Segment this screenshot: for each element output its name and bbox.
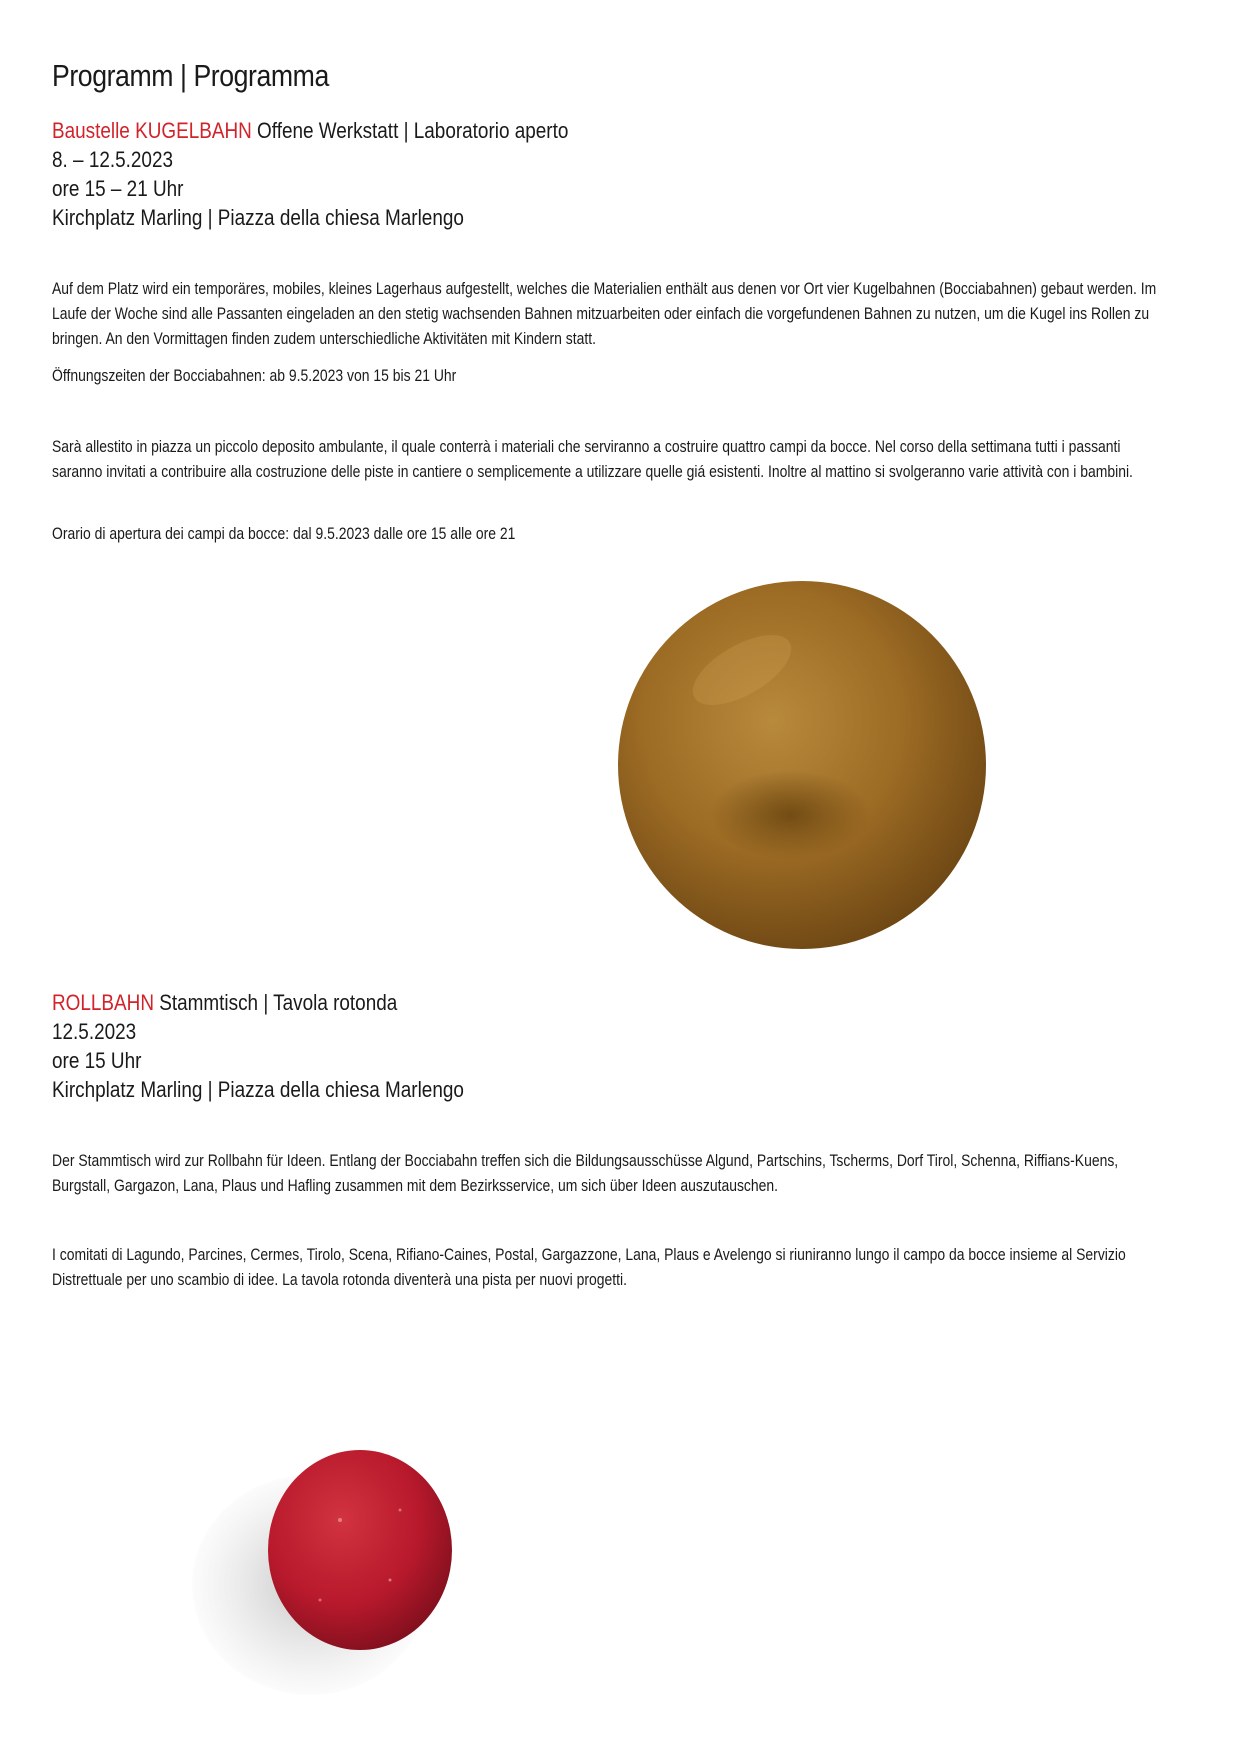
event-1-german-hours-block <box>52 363 1167 388</box>
event-1-time: ore 15 – 21 Uhr <box>52 176 184 201</box>
event-1-german-text: Auf dem Platz wird ein temporäres, mobiles, kleines Lagerhaus aufgestellt, welches die Materialien enthält aus denen vor Ort vier Kugelbahnen (Bocciabahnen) gebaut werden. Im Laufe der Woche sind alle Passanten eingeladen an den stetig wachsenden Bahnen mitzuarbeiten oder einfach die vorgefundenen Bahnen zu nutzen, um die Kugel ins Rollen zu bringen. An den Vormittagen finden zudem unterschiedliche Aktivitäten mit Kindern statt. <box>52 279 1157 348</box>
event-2-title-rest: Stammtisch | Tavola rotonda <box>153 990 398 1015</box>
event-1-title-highlight: Baustelle KUGELBAHN <box>52 118 252 143</box>
event-2-date: 12.5.2023 <box>52 1019 137 1044</box>
page-title: Programm | Programma <box>52 58 329 93</box>
event-1-place: Kirchplatz Marling | Piazza della chiesa Marlengo <box>52 205 464 230</box>
wooden-boccia-ball-image <box>612 575 992 955</box>
red-boccia-ball-image <box>190 1420 490 1710</box>
event-1-italian-text: Sarà allestito in piazza un piccolo deposito ambulante, il quale conterrà i materiali che serviranno a costruire quattro campi da bocce. Nel corso della settimana tutti i passanti saranno invitati a contribuire alla costruzione delle piste in cantiere o semplicemente a utilizzare quelle giá esistenti. Inoltre al mattino si svolgeranno varie attività con i bambini. <box>52 437 1133 481</box>
event-2-place: Kirchplatz Marling | Piazza della chiesa Marlengo <box>52 1077 464 1102</box>
event-2-german-description <box>52 1148 1167 1198</box>
event-1-title-rest: Offene Werkstatt | Laboratorio aperto <box>251 118 569 143</box>
event-1-header <box>52 116 1170 232</box>
event-1-date: 8. – 12.5.2023 <box>52 147 173 172</box>
event-2-header <box>52 988 1170 1104</box>
event-1-italian-hours-block <box>52 521 1167 546</box>
event-1-german-hours: Öffnungszeiten der Bocciabahnen: ab 9.5.2023 von 15 bis 21 Uhr <box>52 366 457 385</box>
event-1-german-description <box>52 276 1167 351</box>
event-2-title-highlight: ROLLBAHN <box>52 990 154 1015</box>
event-1-title <box>52 116 1170 145</box>
event-1-italian-hours: Orario di apertura dei campi da bocce: dal 9.5.2023 dalle ore 15 alle ore 21 <box>52 524 516 543</box>
event-2-title <box>52 988 1170 1017</box>
event-2-german-text: Der Stammtisch wird zur Rollbahn für Ideen. Entlang der Bocciabahn treffen sich die Bildungsausschüsse Algund, Partschins, Tscherms, Dorf Tirol, Schenna, Riffians-Kuens, Burgstall, Gargazon, Lana, Plaus und Hafling zusammen mit dem Bezirksservice, um sich über Ideen auszutauschen. <box>52 1151 1119 1195</box>
event-2-italian-text: I comitati di Lagundo, Parcines, Cermes, Tirolo, Scena, Rifiano-Caines, Postal, Gargazzone, Lana, Plaus e Avelengo si riuniranno lungo il campo da bocce insieme al Servizio Distrettuale per uno scambio di idee. La tavola rotonda diventerà una pista per nuovi progetti. <box>52 1245 1126 1289</box>
event-2-time: ore 15 Uhr <box>52 1048 142 1073</box>
event-2-italian-description <box>52 1242 1167 1292</box>
event-1-italian-description <box>52 434 1167 484</box>
